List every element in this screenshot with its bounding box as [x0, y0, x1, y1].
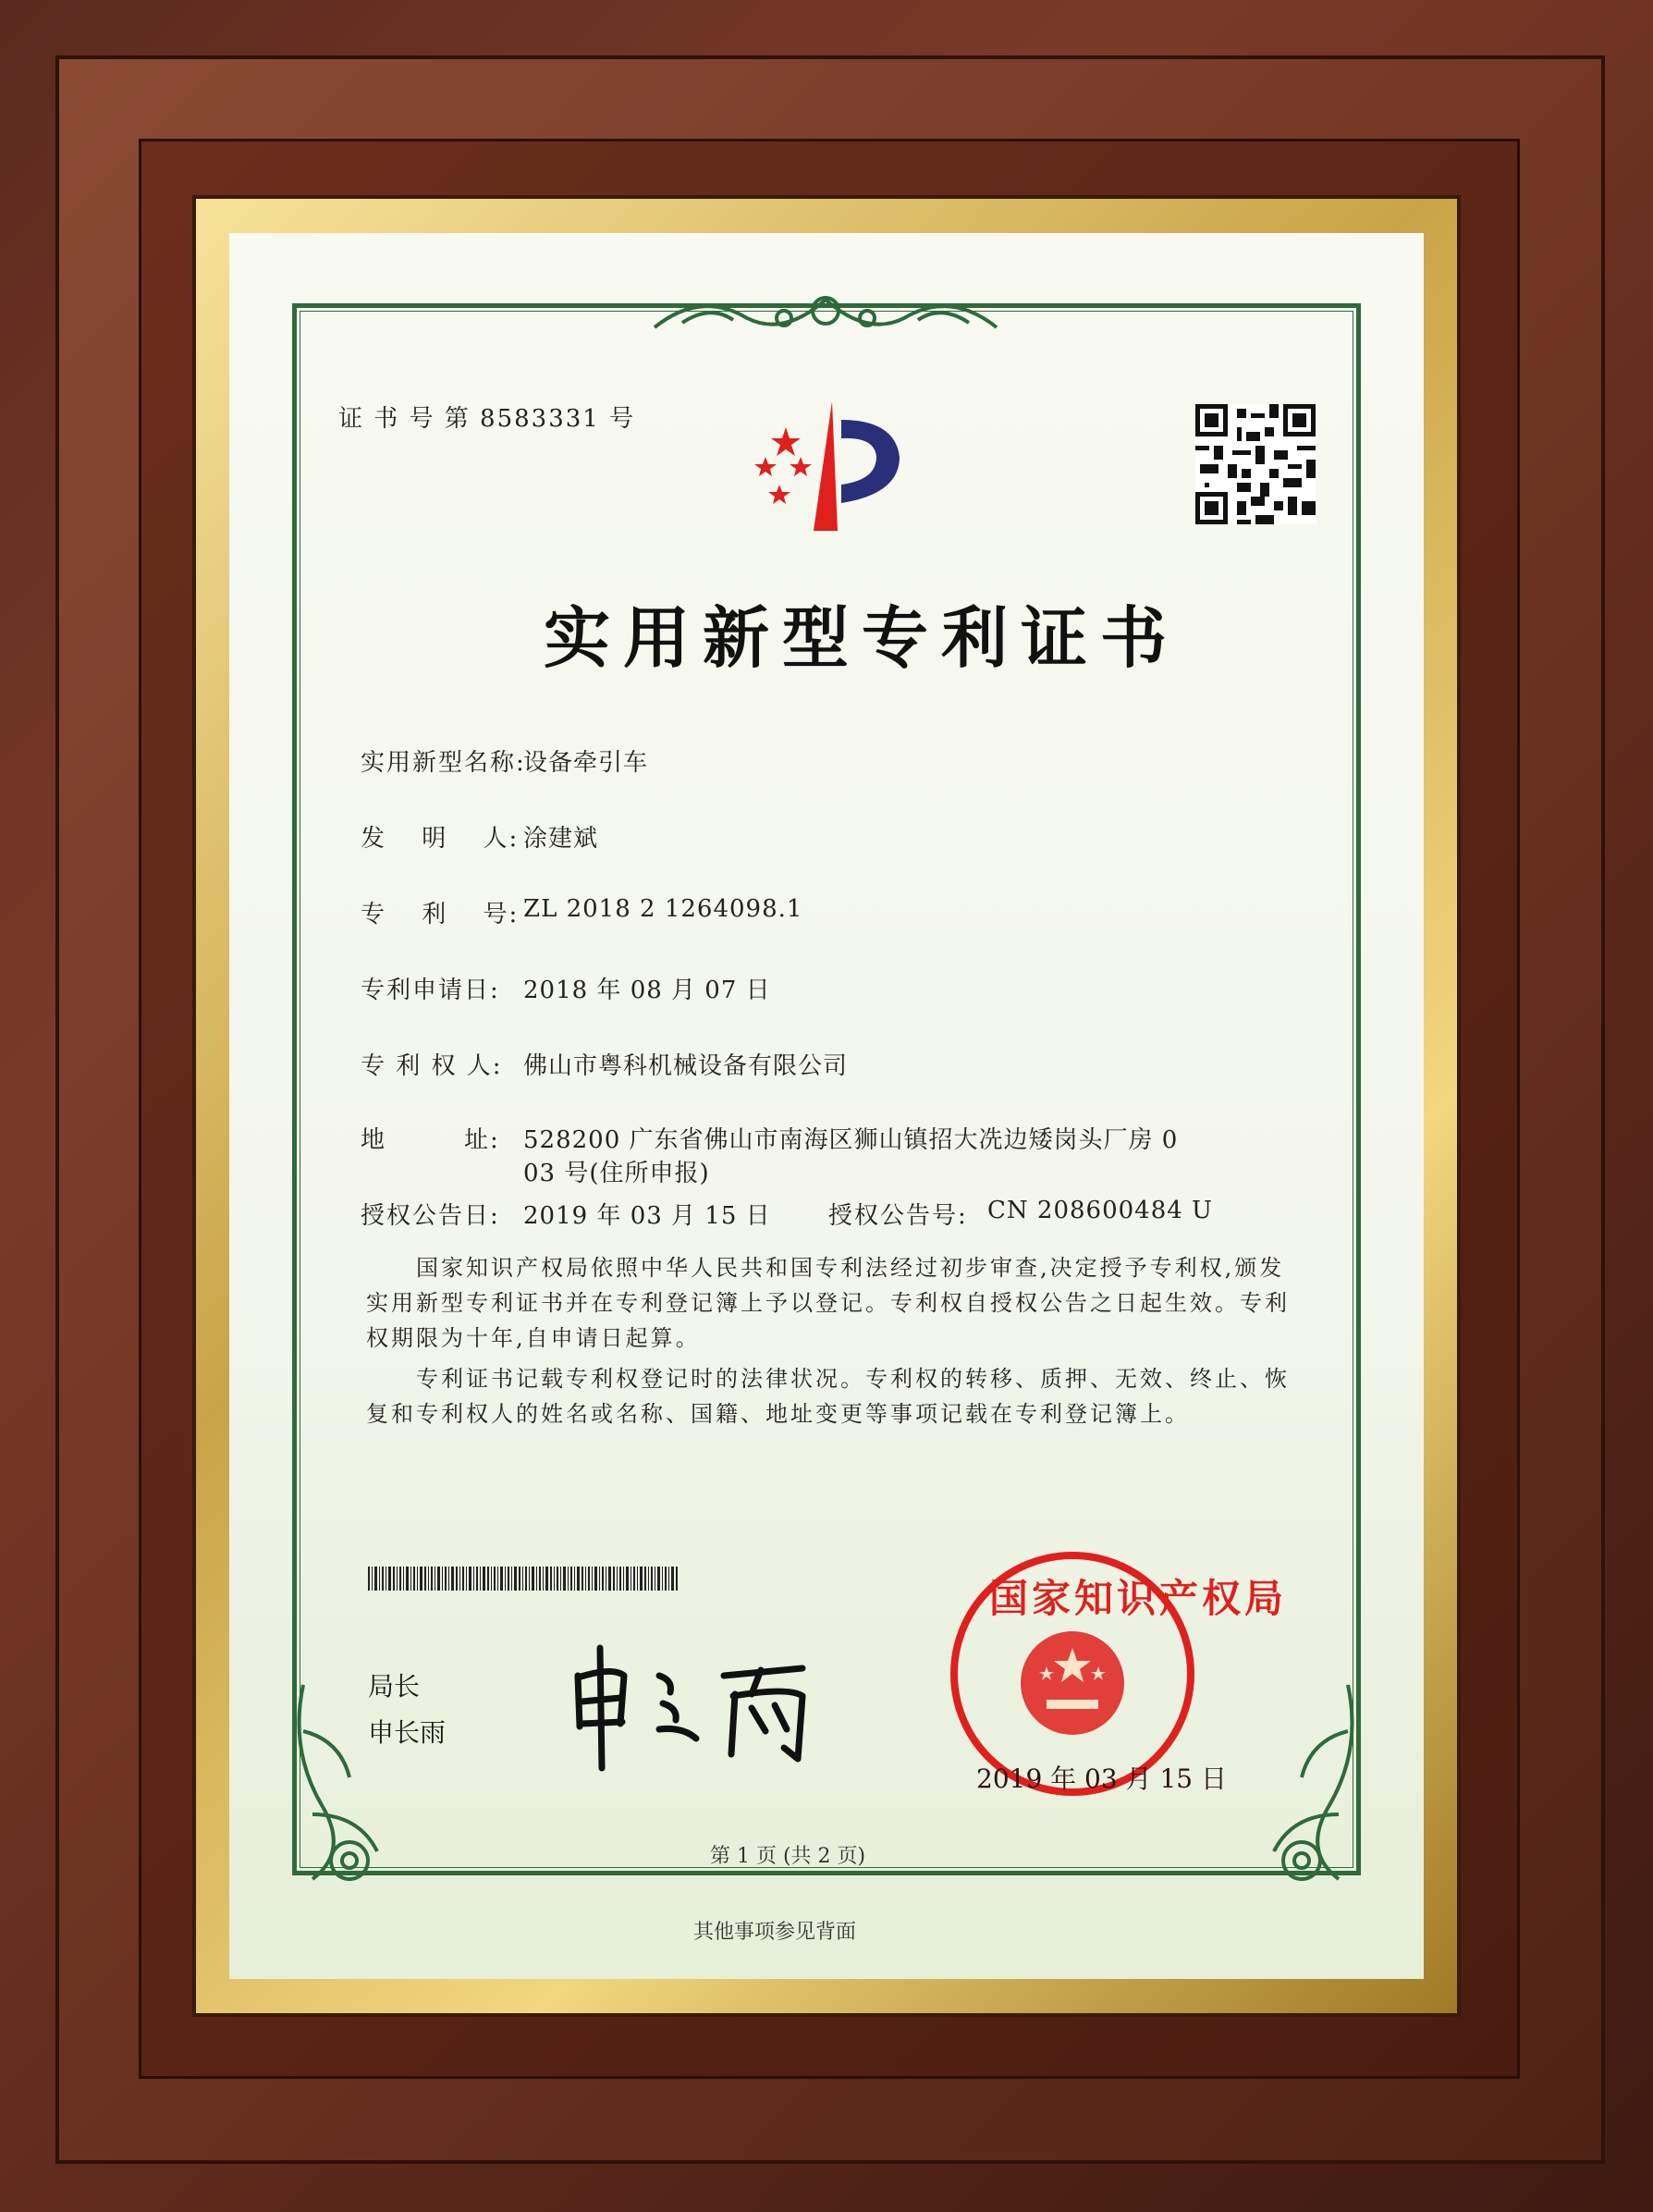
certificate-paper	[229, 233, 1424, 1979]
cnipa-logo	[738, 392, 923, 540]
top-ornament	[645, 281, 1006, 346]
seal-date: 2019 年 03 月 15 日	[976, 1763, 1228, 1794]
bottom-right-ornament	[1237, 1676, 1366, 1888]
seal-text	[989, 1568, 1287, 1624]
patentee-value: 佛山市粤科机械设备有限公司	[523, 1052, 849, 1080]
handwritten-signature	[567, 1639, 826, 1777]
patentee-label: 专 利 权 人:	[361, 1052, 503, 1080]
patent-number-value: ZL 2018 2 1264098.1	[523, 895, 803, 923]
grant-number-value: CN 208600484 U	[987, 1197, 1213, 1224]
address-line-1: 528200 广东省佛山市南海区狮山镇招大冼边矮岗头厂房 0	[523, 1126, 1179, 1154]
grant-date-value: 2019 年 03 月 15 日	[523, 1202, 771, 1230]
page-info: 第 1 页 (共 2 页)	[710, 1845, 866, 1868]
grant-number-label: 授权公告号:	[828, 1202, 968, 1230]
certificate-number: 证 书 号 第 8583331 号	[338, 405, 636, 433]
filing-date-value: 2018 年 08 月 07 日	[523, 977, 771, 1004]
inventor-value: 涂建斌	[523, 825, 599, 853]
filing-date-label: 专利申请日:	[361, 977, 500, 1004]
grant-date-label: 授权公告日:	[361, 1202, 500, 1230]
address-line-2: 03 号(住所申报)	[523, 1160, 710, 1187]
seal-text-label: 国家知识产权局	[989, 1576, 1288, 1621]
patent-number-label: 专 利 号:	[361, 901, 520, 928]
name-label: 实用新型名称:	[361, 749, 526, 777]
director-name: 申长雨	[368, 1717, 447, 1748]
barcode	[368, 1567, 679, 1591]
qr-code	[1195, 404, 1316, 524]
director-title: 局长	[368, 1671, 421, 1702]
inventor-label: 发 明 人:	[361, 825, 520, 853]
address-label: 地 址:	[361, 1126, 500, 1154]
bottom-left-ornament	[285, 1676, 414, 1888]
back-note: 其他事项参见背面	[693, 1921, 857, 1944]
name-value: 设备牵引车	[523, 749, 649, 777]
grant-statement: 国家知识产权局依照中华人民共和国专利法经过初步审查,决定授予专利权,颁发实用新型专利证书并在专利登记簿上予以登记。专利权自授权公告之日起生效。专利权期限为十年,自申请日起算。	[366, 1255, 1290, 1351]
certificate-title: 实用新型专利证书	[544, 598, 1181, 677]
legal-status-statement: 专利证书记载专利权登记时的法律状况。专利权的转移、质押、无效、终止、恢复和专利权人的姓名或名称、国籍、地址变更等事项记载在专利登记簿上。	[366, 1366, 1290, 1427]
